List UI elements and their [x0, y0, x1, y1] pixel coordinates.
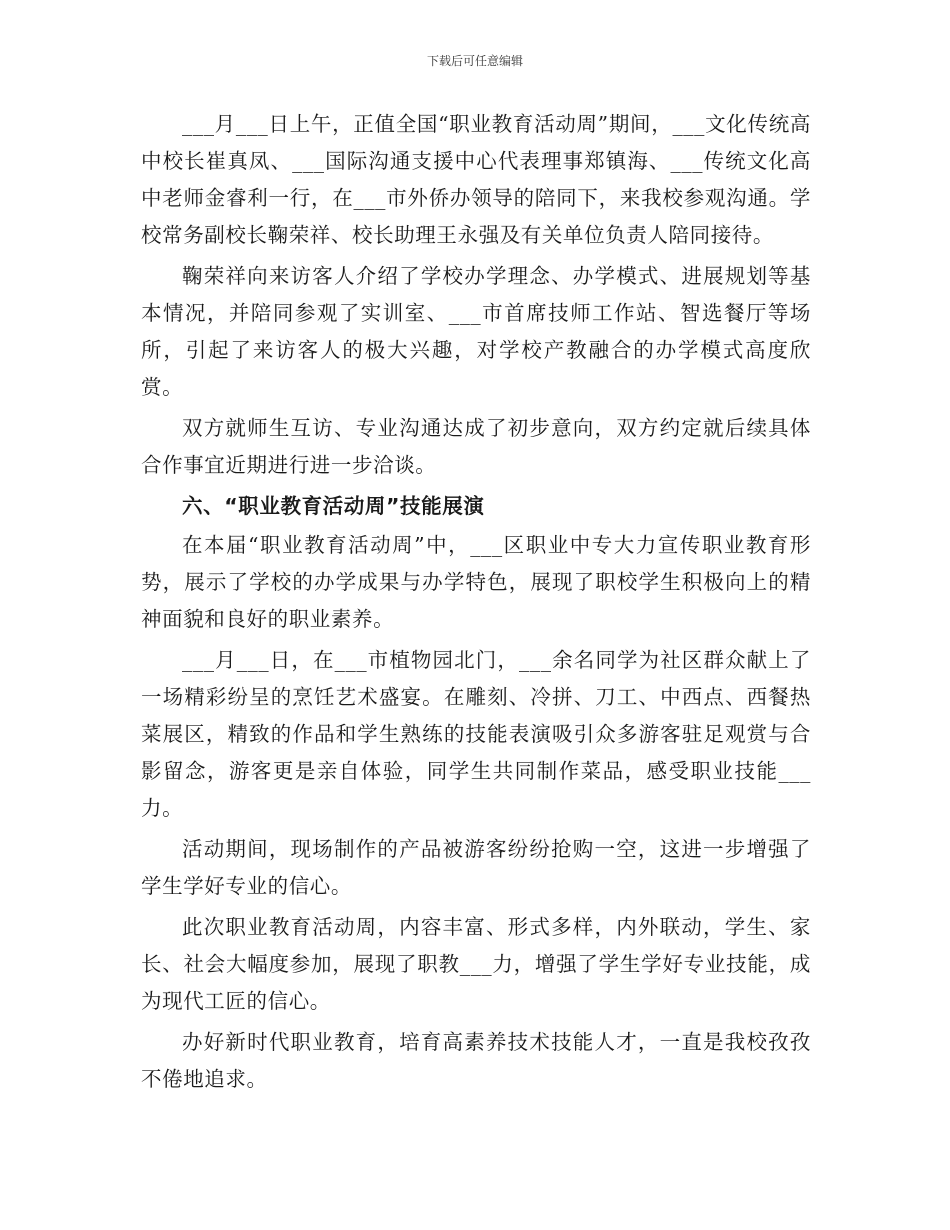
paragraph-closing: 办好新时代职业教育，培育高素养技术技能人才，一直是我校孜孜不倦地追求。: [141, 1030, 811, 1091]
section-heading: 六、“职业教育活动周”技能展演: [182, 494, 485, 518]
paragraph-visit: ___月___日上午，正值全国“职业教育活动周”期间，___文化传统高中校长崔真凤、___国际沟通支援中心代表理事郑镇海、___传统文化高中老师金睿利一行，在___市外侨办领导的陪同下，来我校参观沟通。学校常务副校长鞠荣祥、校长助理王永强及有关单位负责人陪同接待。: [141, 112, 811, 247]
paragraph-introduction: 鞠荣祥向来访客人介绍了学校办学理念、办学模式、进展规划等基本情况，并陪同参观了实训室、___市首席技师工作站、智选餐厅等场所，引起了来访客人的极大兴趣，对学校产教融合的办学模式高度欣赏。: [141, 264, 811, 399]
paragraph-cooking-show: ___月___日，在___市植物园北门，___余名同学为社区群众献上了一场精彩纷呈的烹饪艺术盛宴。在雕刻、冷拼、刀工、中西点、西餐热菜展区，精致的作品和学生熟练的技能表演吸引众多游客驻足观赏与合影留念，游客更是亲自体验，同学生共同制作菜品，感受职业技能___力。: [141, 648, 811, 820]
paragraph-promotion: 在本届“职业教育活动周”中，___区职业中专大力宣传职业教育形势，展示了学校的办学成果与办学特色，展现了职校学生积极向上的精神面貌和良好的职业素养。: [141, 533, 811, 631]
paragraph-agreement: 双方就师生互访、专业沟通达成了初步意向，双方约定就后续具体合作事宜近期进行进一步洽谈。: [141, 416, 811, 477]
paragraph-sales: 活动期间，现场制作的产品被游客纷纷抢购一空，这进一步增强了学生学好专业的信心。: [141, 837, 811, 898]
paragraph-summary: 此次职业教育活动周，内容丰富、形式多样，内外联动，学生、家长、社会大幅度参加，展现了职教___力，增强了学生学好专业技能，成为现代工匠的信心。: [141, 915, 811, 1013]
page-header: 下载后可任意编辑: [426, 54, 523, 68]
document-body: [141, 106, 811, 1102]
